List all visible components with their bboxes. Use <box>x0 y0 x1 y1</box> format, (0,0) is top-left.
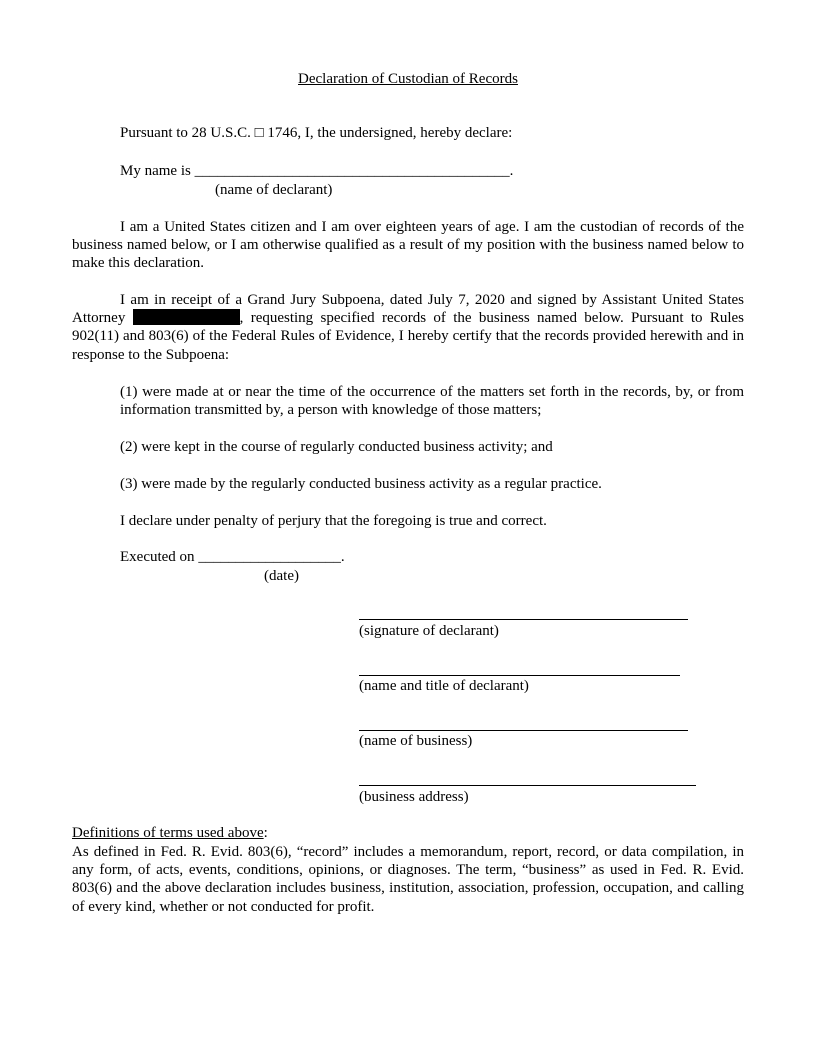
business-name-caption: (name of business) <box>359 733 473 749</box>
definitions-text: As defined in Fed. R. Evid. 803(6), “record” includes a memorandum, report, record, or data compilation, in any form, of acts, events, conditions, opinions, or diagnoses. The term, “business” as used in Fed. R. Evid. 803(6) and the above declaration includes business, institution, association, profession, occupation, and calling of every kind, whether or not conducted for profit. <box>72 844 744 915</box>
executed-on-line <box>120 548 345 566</box>
signature-line <box>359 619 688 620</box>
name-caption: (name of declarant) <box>215 182 333 198</box>
certification-item-1: (1) were made at or near the time of the occurrence of the matters set forth in the records, by, or from information transmitted by, a person with knowledge of those matters; <box>120 384 744 419</box>
name-title-line <box>359 675 680 676</box>
pursuant-statement: Pursuant to 28 U.S.C. □ 1746, I, the undersigned, hereby declare: <box>120 125 513 141</box>
perjury-statement: I declare under penalty of perjury that the foregoing is true and correct. <box>120 513 547 529</box>
subpoena-paragraph <box>72 291 744 364</box>
executed-prefix: Executed on <box>120 549 195 565</box>
signature-caption: (signature of declarant) <box>359 623 499 639</box>
executed-blank: ___________________. <box>198 549 345 565</box>
name-title-caption: (name and title of declarant) <box>359 678 529 694</box>
business-address-caption: (business address) <box>359 789 469 805</box>
name-blank: __________________________________________. <box>194 163 514 179</box>
definitions-colon: : <box>263 825 268 841</box>
date-caption: (date) <box>264 568 299 584</box>
certification-item-2: (2) were kept in the course of regularly conducted business activity; and <box>120 439 553 455</box>
document-title: Declaration of Custodian of Records <box>298 71 518 87</box>
business-address-line <box>359 785 696 786</box>
citizen-paragraph: I am a United States citizen and I am over eighteen years of age. I am the custodian of records of the business named below, or I am otherwise qualified as a result of my position with the business named below to make this declaration. <box>72 219 744 272</box>
redaction-block <box>133 309 240 325</box>
name-prefix: My name is <box>120 163 191 179</box>
subpoena-text-part1: I am in receipt of a Grand Jury Subpoena, dated July 7, 2020 and signed by Assistant United States Attorney <box>72 292 744 327</box>
definitions-heading: Definitions of terms used above <box>72 825 264 841</box>
definitions-heading-line <box>72 824 268 842</box>
certification-item-3: (3) were made by the regularly conducted business activity as a regular practice. <box>120 476 602 492</box>
business-name-line <box>359 730 688 731</box>
subpoena-text-part2: , requesting specified records of the business named below. Pursuant to Rules 902(11) and 803(6) of the Federal Rules of Evidence, I hereby certify that the records provided herewith and in response to the Subpoena: <box>72 310 744 363</box>
declarant-name-line <box>120 162 513 180</box>
